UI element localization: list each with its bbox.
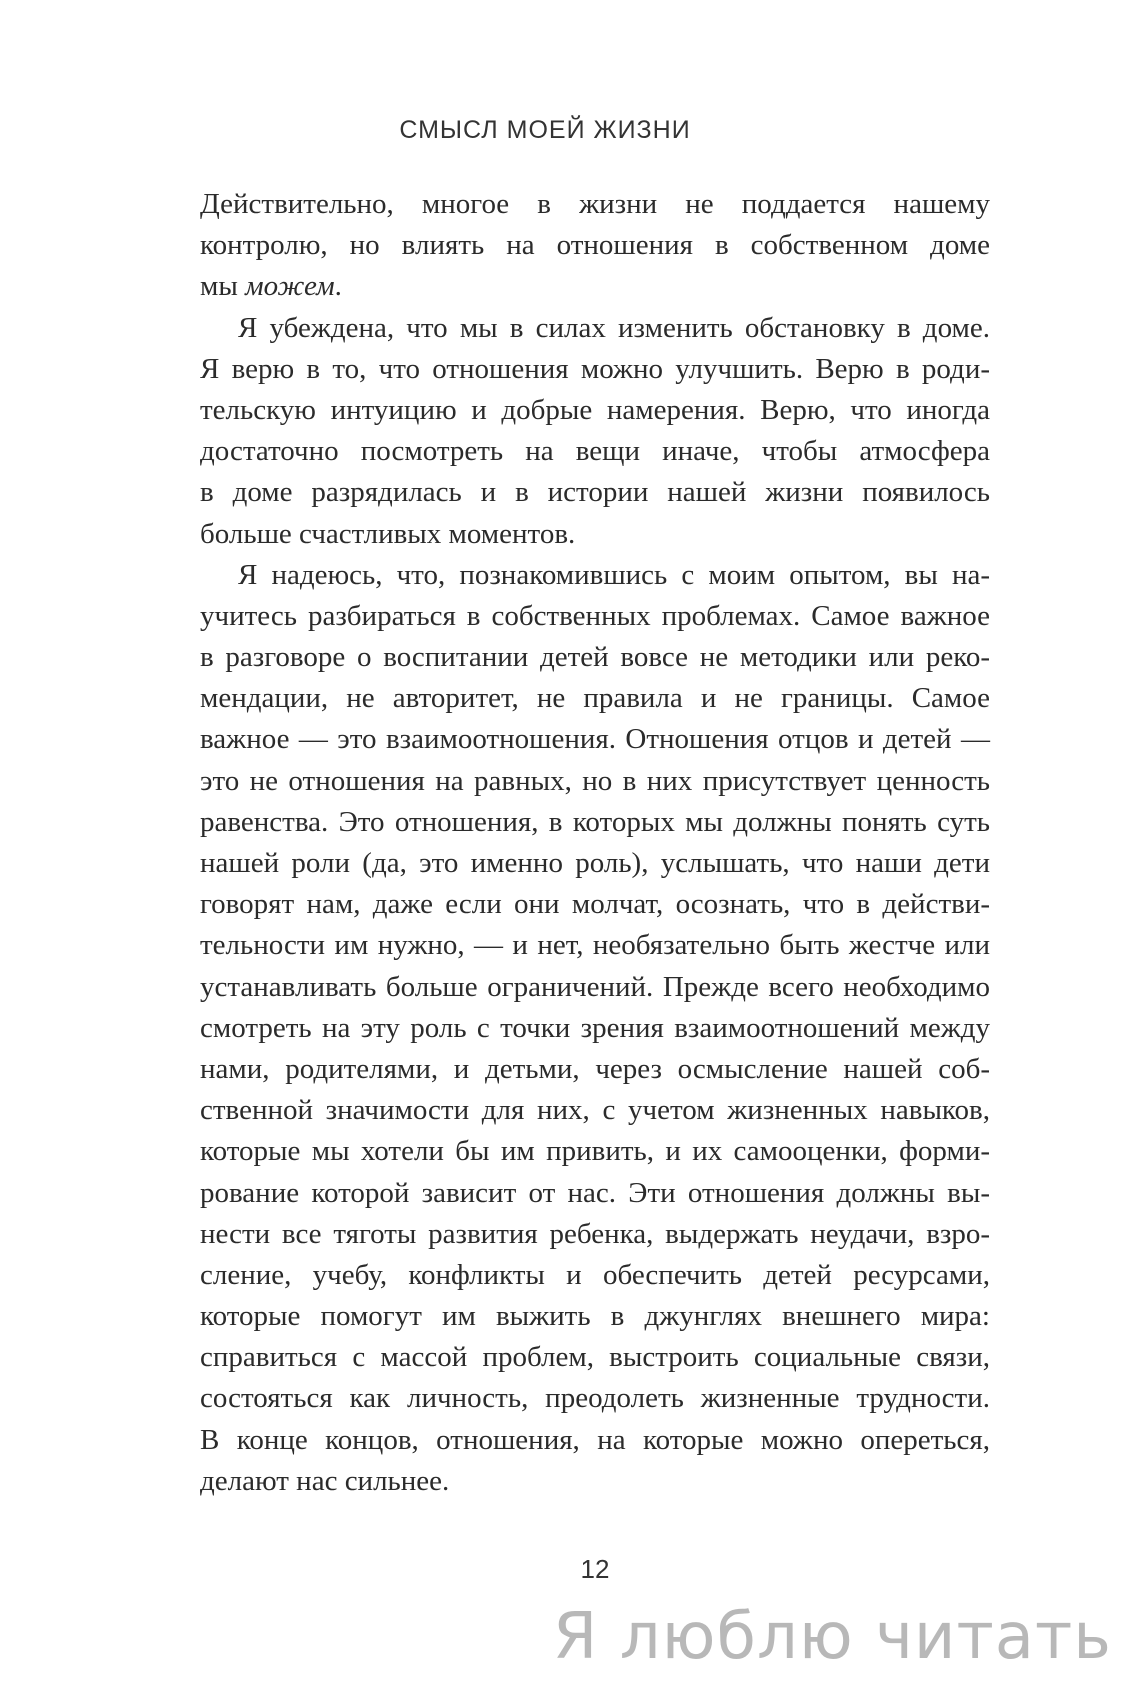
text-line: тельности им нужно, — и нет, необязательно быть жестче или — [200, 929, 990, 962]
text-line: нести все тяготы развития ребенка, выдержать неудачи, взро- — [200, 1217, 990, 1250]
text-line: мендации, не авторитет, не правила и не границы. Самое — [200, 682, 990, 715]
text-line — [200, 266, 990, 307]
text-line: ственной значимости для них, с учетом жизненных навыков, — [200, 1094, 990, 1127]
text-line: Я убеждена, что мы в силах изменить обстановку в доме. — [238, 311, 990, 344]
text-fragment: . — [334, 270, 342, 303]
text-line: нами, родителями, и детьми, через осмысление нашей соб- — [200, 1052, 990, 1085]
body-text — [200, 184, 990, 1502]
text-line: контролю, но влиять на отношения в собственном доме — [200, 229, 990, 262]
text-line: рование которой зависит от нас. Эти отношения должны вы- — [200, 1176, 990, 1209]
text-line: Действительно, многое в жизни не поддается нашему — [200, 188, 990, 220]
text-line: которые мы хотели бы им привить, и их самооценки, форми- — [200, 1135, 990, 1168]
text-line: в доме разрядилась и в истории нашей жизни появилось — [200, 476, 990, 509]
paragraph — [200, 308, 990, 555]
text-line: достаточно посмотреть на вещи иначе, чтобы атмосфера — [200, 435, 990, 468]
paragraph — [200, 555, 990, 1502]
text-line: тельскую интуицию и добрые намерения. Верю, что иногда — [200, 393, 990, 426]
text-line: смотреть на эту роль с точки зрения взаимоотношений между — [200, 1011, 990, 1044]
text-line: устанавливать больше ограничений. Прежде всего необходимо — [200, 970, 990, 1003]
text-line: Я верю в то, что отношения можно улучшить. Верю в роди- — [200, 352, 990, 385]
text-line: нашей роли (да, это именно роль), услышать, что наши дети — [200, 847, 990, 879]
text-line: справиться с массой проблем, выстроить социальные связи, — [200, 1341, 990, 1374]
text-line: это не отношения на равных, но в них присутствует ценность — [200, 764, 990, 797]
text-line: Я надеюсь, что, познакомившись с моим опытом, вы на- — [238, 558, 990, 591]
text-line: В конце концов, отношения, на которые можно опереться, — [200, 1423, 990, 1456]
watermark: Я люблю читать — [552, 1600, 1112, 1674]
text-line: в разговоре о воспитании детей вовсе не методики или реко- — [200, 641, 990, 674]
text-line: состояться как личность, преодолеть жизненные трудности. — [200, 1382, 990, 1415]
running-head: СМЫСЛ МОЕЙ ЖИЗНИ — [399, 116, 691, 144]
emphasis-text: можем — [245, 270, 335, 303]
text-line: равенства. Это отношения, в которых мы должны понять суть — [200, 805, 990, 838]
text-fragment: мы — [200, 270, 246, 303]
text-line: сление, учебу, конфликты и обеспечить детей ресурсами, — [200, 1258, 990, 1291]
page-number: 12 — [580, 1554, 610, 1584]
text-line: которые помогут им выжить в джунглях внешнего мира: — [200, 1300, 990, 1333]
text-line: больше счастливых моментов. — [200, 517, 576, 550]
text-line: важное — это взаимоотношения. Отношения отцов и детей — — [200, 723, 990, 756]
paragraph — [200, 184, 990, 308]
text-line: делают нас сильнее. — [200, 1464, 450, 1497]
text-line: учитесь разбираться в собственных проблемах. Самое важное — [200, 599, 990, 632]
text-line: говорят нам, даже если они молчат, осознать, что в действи- — [200, 888, 990, 921]
